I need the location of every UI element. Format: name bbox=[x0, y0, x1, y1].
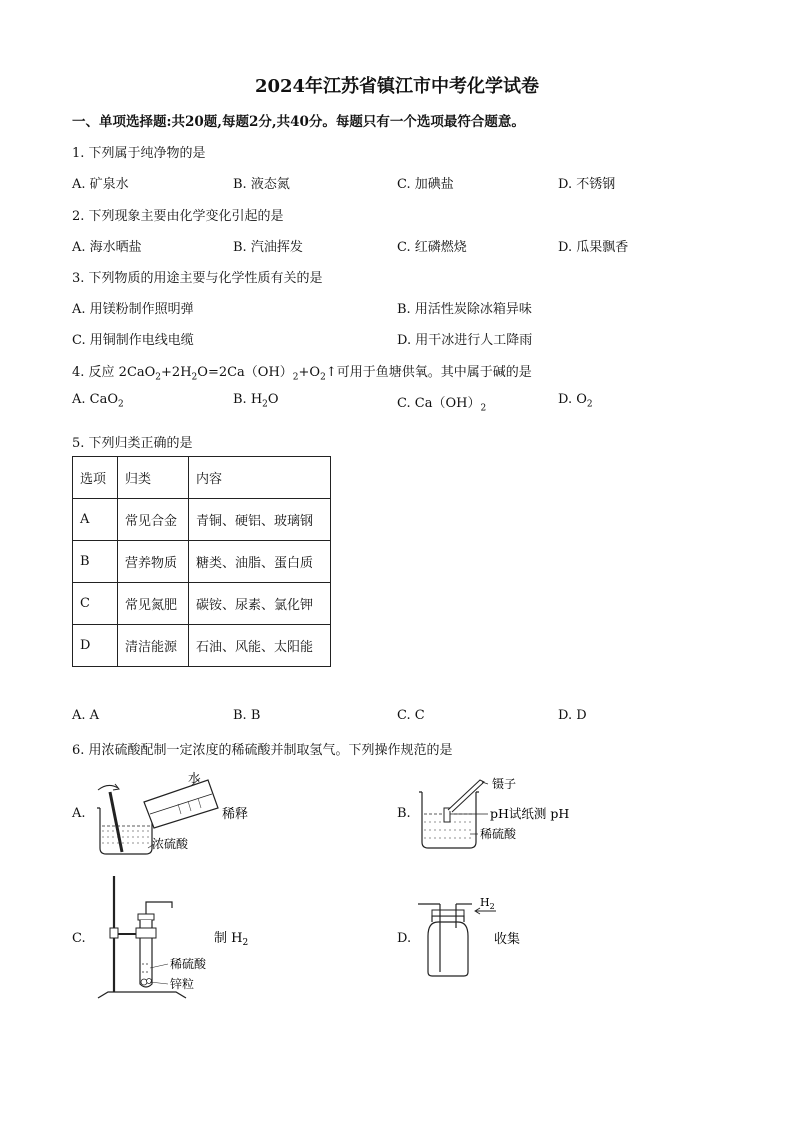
q2-option-a[interactable]: A. 海水晒盐 bbox=[72, 240, 142, 255]
q4-option-c[interactable]: C. $Ca(OH)_2$ bbox=[397, 396, 487, 414]
classification-table bbox=[72, 456, 331, 667]
q3-option-c[interactable]: C. 用铜制作电线电缆 bbox=[72, 333, 194, 348]
q1-option-c[interactable]: C. 加碘盐 bbox=[397, 177, 454, 192]
q3-option-b[interactable]: B. 用活性炭除冰箱异味 bbox=[397, 302, 532, 317]
tweezers-label: 镊子 bbox=[492, 777, 517, 791]
q2-option-d[interactable]: D. 瓜果飘香 bbox=[558, 240, 629, 255]
table-cell: 清洁能源 bbox=[118, 625, 189, 667]
q4-option-d[interactable]: D. $O_2$ bbox=[558, 392, 593, 410]
q3-option-a[interactable]: A. 用镁粉制作照明弹 bbox=[72, 302, 194, 317]
table-cell: A bbox=[73, 499, 118, 541]
q4-option-a[interactable]: A. CaO$_2$ bbox=[72, 392, 124, 410]
table-header-cell: 内容 bbox=[189, 457, 331, 499]
dilute-acid-label: 稀硫酸 bbox=[480, 827, 517, 841]
question-5-stem: 5. 下列归类正确的是 bbox=[72, 436, 193, 451]
q5-option-d[interactable]: D. D bbox=[558, 708, 587, 723]
q6-option-b[interactable]: B. bbox=[397, 806, 411, 821]
q6-option-a[interactable]: A. bbox=[72, 806, 86, 821]
q1-option-a[interactable]: A. 矿泉水 bbox=[72, 177, 129, 192]
table-cell: B bbox=[73, 541, 118, 583]
ph-test-diagram bbox=[412, 772, 592, 854]
question-6-stem: 6. 用浓硫酸配制一定浓度的稀硫酸并制取氢气。下列操作规范的是 bbox=[72, 743, 453, 758]
table-row bbox=[73, 541, 331, 583]
q3-option-d[interactable]: D. 用干冰进行人工降雨 bbox=[397, 333, 533, 348]
q6-option-c[interactable]: C. bbox=[72, 931, 86, 946]
table-row bbox=[73, 625, 331, 667]
section-heading: 一、单项选择题:共20题,每题2分,共40分。每题只有一个选项最符合题意。 bbox=[72, 114, 525, 130]
gas-collection-diagram bbox=[412, 892, 542, 980]
conc-acid-label: 浓硫酸 bbox=[152, 837, 189, 851]
collect-label: 收集 bbox=[494, 932, 521, 947]
table-cell: 营养物质 bbox=[118, 541, 189, 583]
table-cell: D bbox=[73, 625, 118, 667]
table-cell: 碳铵、尿素、氯化钾 bbox=[189, 583, 331, 625]
q1-option-b[interactable]: B. 液态氮 bbox=[233, 177, 290, 192]
question-3-stem: 3. 下列物质的用途主要与化学性质有关的是 bbox=[72, 271, 323, 286]
h2-label: $H_2$ bbox=[480, 896, 495, 911]
q5-option-a[interactable]: A. A bbox=[72, 708, 100, 723]
q1-option-d[interactable]: D. 不锈钢 bbox=[558, 177, 616, 192]
question-1-stem: 1. 下列属于纯净物的是 bbox=[72, 146, 206, 161]
zinc-label: 锌粒 bbox=[170, 977, 195, 991]
q2-option-c[interactable]: C. 红磷燃烧 bbox=[397, 240, 467, 255]
q5-option-b[interactable]: B. B bbox=[233, 708, 261, 723]
dilution-diagram bbox=[88, 768, 268, 860]
question-4-stem: 4. 反应 $2CaO_2+2H_2O=2Ca(OH)_2+O_2↑$可用于鱼塘供氧。其中属于碱的是 bbox=[72, 365, 532, 383]
table-cell: 青铜、硬铝、玻璃钢 bbox=[189, 499, 331, 541]
dilute-label: 稀释 bbox=[222, 807, 249, 822]
question-2-stem: 2. 下列现象主要由化学变化引起的是 bbox=[72, 209, 284, 224]
water-label: 水 bbox=[188, 771, 201, 785]
table-header-cell: 归类 bbox=[118, 457, 189, 499]
page-title: 2024年江苏省镇江市中考化学试卷 bbox=[254, 76, 540, 97]
table-header-cell: 选项 bbox=[73, 457, 118, 499]
hydrogen-generation-diagram bbox=[88, 872, 258, 1002]
table-row bbox=[73, 583, 331, 625]
q4-option-b[interactable]: B. $H_2O$ bbox=[233, 392, 279, 410]
table-row bbox=[73, 499, 331, 541]
dilute-acid-label: 稀硫酸 bbox=[170, 957, 207, 971]
q5-option-c[interactable]: C. C bbox=[397, 708, 425, 723]
q6-option-d[interactable]: D. bbox=[397, 931, 412, 946]
table-cell: 常见合金 bbox=[118, 499, 189, 541]
table-cell: 石油、风能、太阳能 bbox=[189, 625, 331, 667]
table-cell: 常见氮肥 bbox=[118, 583, 189, 625]
ph-paper-label: pH试纸测 pH bbox=[490, 806, 570, 821]
q2-option-b[interactable]: B. 汽油挥发 bbox=[233, 240, 303, 255]
table-cell: C bbox=[73, 583, 118, 625]
table-header-row bbox=[73, 457, 331, 499]
make-h2-label: 制 $H_2$ bbox=[214, 931, 249, 948]
table-cell: 糖类、油脂、蛋白质 bbox=[189, 541, 331, 583]
